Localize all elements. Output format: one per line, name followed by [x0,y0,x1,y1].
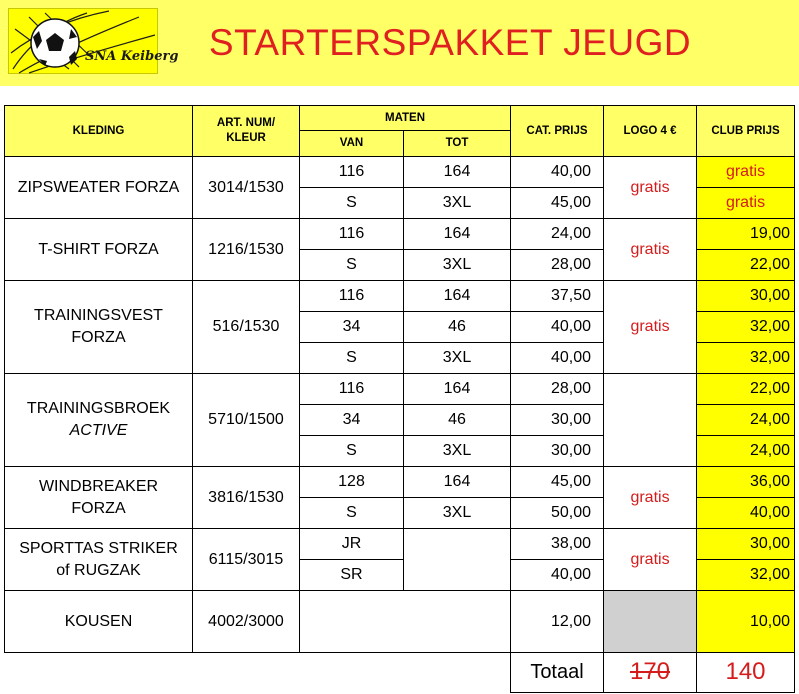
logo-price: gratis [604,529,697,591]
club-price: 10,00 [697,591,795,653]
page-title: STARTERSPAKKET JEUGD [208,22,692,63]
header-van: VAN [300,131,404,157]
table-row [5,529,795,560]
club-price: 19,00 [697,219,795,250]
header-cat-prijs: CAT. PRIJS [511,106,604,157]
size-van: S [300,250,404,281]
size-tot: 164 [404,157,511,188]
size-tot: 3XL [404,498,511,529]
club-price: 32,00 [697,343,795,374]
club-price: 30,00 [697,281,795,312]
logo-price: gratis [604,219,697,281]
size-tot: 3XL [404,250,511,281]
totals-label: Totaal [511,653,604,693]
size-tot: 164 [404,281,511,312]
cat-price: 45,00 [511,188,604,219]
page-header [0,0,799,86]
size-van: S [300,436,404,467]
club-price: 32,00 [697,312,795,343]
size-van: 34 [300,312,404,343]
size-van: SR [300,560,404,591]
cat-price: 50,00 [511,498,604,529]
logo-empty [604,591,697,653]
logo-text: SNA Keiberg [85,49,179,64]
size-tot-empty [404,529,511,591]
product-name: ZIPSWEATER FORZA [5,157,193,219]
product-art: 3816/1530 [193,467,300,529]
club-price: 24,00 [697,405,795,436]
logo-price: gratis [604,467,697,529]
product-art: 6115/3015 [193,529,300,591]
product-art: 1216/1530 [193,219,300,281]
header-art-num: ART. NUM/ KLEUR [193,106,300,157]
cat-price: 30,00 [511,405,604,436]
cat-price: 30,00 [511,436,604,467]
size-van: 34 [300,405,404,436]
product-name: TRAININGSBROEK ACTIVE [5,374,193,467]
club-price: gratis [697,157,795,188]
size-empty [300,591,511,653]
size-tot: 3XL [404,436,511,467]
table-row [5,219,795,250]
size-tot: 164 [404,467,511,498]
size-tot: 164 [404,219,511,250]
cat-price: 38,00 [511,529,604,560]
header-kleding: KLEDING [5,106,193,157]
totals-new: 140 [697,653,795,693]
logo-price [604,374,697,467]
product-art: 5710/1500 [193,374,300,467]
table-row [5,281,795,312]
cat-price: 40,00 [511,157,604,188]
product-art: 516/1530 [193,281,300,374]
size-van: 116 [300,374,404,405]
cat-price: 24,00 [511,219,604,250]
cat-price: 28,00 [511,374,604,405]
product-art: 3014/1530 [193,157,300,219]
price-table [4,105,795,693]
cat-price: 40,00 [511,312,604,343]
header-tot: TOT [404,131,511,157]
club-price: 24,00 [697,436,795,467]
table-row [5,467,795,498]
cat-price: 45,00 [511,467,604,498]
club-price: gratis [697,188,795,219]
size-van: S [300,188,404,219]
size-van: 116 [300,219,404,250]
logo-price: gratis [604,281,697,374]
size-tot: 3XL [404,343,511,374]
club-price: 22,00 [697,250,795,281]
size-tot: 46 [404,312,511,343]
club-price: 36,00 [697,467,795,498]
cat-price: 37,50 [511,281,604,312]
cat-price: 40,00 [511,560,604,591]
size-van: S [300,498,404,529]
size-van: 116 [300,157,404,188]
club-price: 22,00 [697,374,795,405]
cat-price: 12,00 [511,591,604,653]
table-row [5,591,795,653]
size-tot: 46 [404,405,511,436]
club-logo [8,8,179,74]
club-price: 30,00 [697,529,795,560]
club-price: 32,00 [697,560,795,591]
table-row [5,157,795,188]
size-van: JR [300,529,404,560]
header-club-prijs: CLUB PRIJS [697,106,795,157]
header-maten: MATEN [300,106,511,131]
size-van: 128 [300,467,404,498]
cat-price: 40,00 [511,343,604,374]
header-logo: LOGO 4 € [604,106,697,157]
size-tot: 164 [404,374,511,405]
totals-old: 170 [604,653,697,693]
size-van: 116 [300,281,404,312]
club-price: 40,00 [697,498,795,529]
product-name: TRAININGSVEST FORZA [5,281,193,374]
product-name: T-SHIRT FORZA [5,219,193,281]
product-name: SPORTTAS STRIKER of RUGZAK [5,529,193,591]
product-name: KOUSEN [5,591,193,653]
size-van: S [300,343,404,374]
size-tot: 3XL [404,188,511,219]
totals-row [5,653,795,693]
cat-price: 28,00 [511,250,604,281]
logo-price: gratis [604,157,697,219]
product-name: WINDBREAKER FORZA [5,467,193,529]
table-row [5,374,795,405]
product-art: 4002/3000 [193,591,300,653]
soccer-ball-icon [9,9,159,75]
